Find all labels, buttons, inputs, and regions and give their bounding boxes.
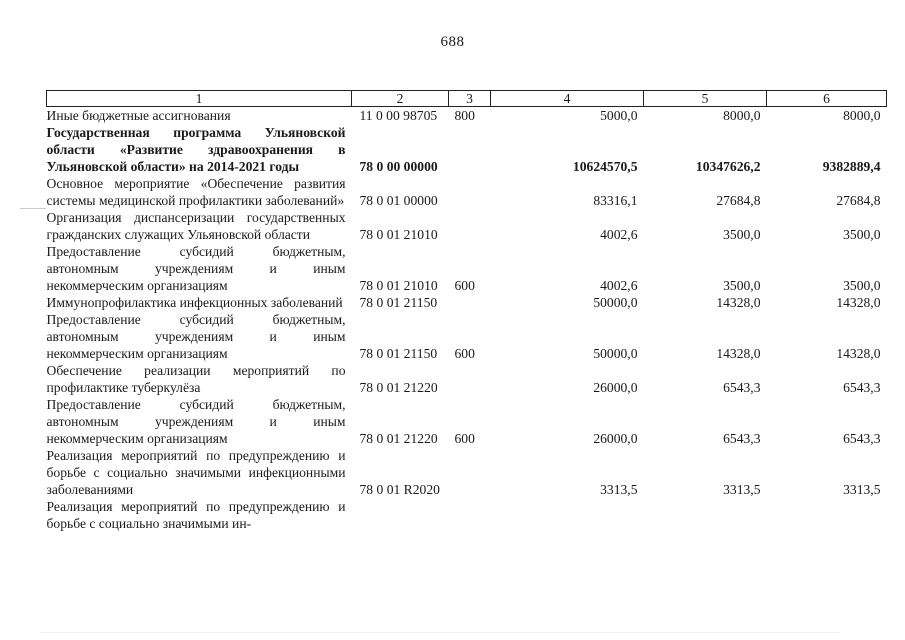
column-header: 6: [767, 91, 887, 107]
row-value-3: 27684,8: [836, 193, 881, 208]
table-row: [47, 294, 887, 311]
row-value-2: 14328,0: [716, 346, 761, 361]
row-value-2: 14328,0: [716, 295, 761, 310]
row-name: Реализация мероприятий по предупреждению и борьбе с социально значимыми инфекционными заболеваниями: [46, 448, 346, 497]
row-value-3: [767, 498, 887, 532]
table-row: [47, 362, 887, 396]
row-value-1: 5000,0: [600, 108, 638, 123]
row-value-2: 10347626,2: [695, 159, 761, 174]
row-name: Государственная программа Ульяновской области «Развитие здравоохранения в Ульяновской области» на 2014-2021 годы: [46, 125, 346, 174]
row-expense-type: [449, 447, 491, 498]
row-code: 78 0 00 00000: [359, 159, 438, 174]
row-value-2: 6543,3: [723, 380, 761, 395]
row-value-1: 50000,0: [593, 346, 638, 361]
row-value-2: 27684,8: [716, 193, 761, 208]
row-value-2: [644, 498, 767, 532]
column-header: 1: [47, 91, 352, 107]
row-value-3: 6543,3: [843, 380, 881, 395]
row-value-1: 83316,1: [593, 193, 638, 208]
column-header: 5: [644, 91, 767, 107]
column-header: 3: [449, 91, 491, 107]
table-row: [47, 311, 887, 362]
budget-table: [46, 90, 887, 532]
row-name: Реализация мероприятий по предупреждению и борьбе с социально значимыми ин-: [46, 499, 346, 531]
row-code: 78 0 01 21010: [359, 227, 438, 242]
row-value-2: 3313,5: [723, 482, 761, 497]
row-code: 78 0 01 21150: [359, 346, 438, 361]
table-row: [47, 124, 887, 175]
row-expense-type: 800: [454, 108, 475, 123]
row-value-1: 3313,5: [600, 482, 638, 497]
row-name: Основное мероприятие «Обеспечение развития системы медицинской профилактики заболеваний»: [46, 176, 346, 208]
row-expense-type: 600: [454, 346, 475, 361]
table-row: [47, 498, 887, 532]
row-code: 78 0 01 21150: [359, 295, 438, 310]
row-code: [352, 498, 449, 532]
row-code: 78 0 01 R2020: [359, 482, 440, 497]
row-name: Иные бюджетные ассигнования: [46, 108, 231, 123]
row-code: 78 0 01 21220: [359, 380, 438, 395]
page-number: 688: [440, 34, 465, 50]
row-name: Предоставление субсидий бюджетным, автономным учреждениям и иным некоммерческим организациям: [46, 312, 346, 361]
row-value-1: [491, 498, 644, 532]
scan-artifact: [20, 208, 46, 209]
row-value-3: 3500,0: [843, 227, 881, 242]
row-value-3: 14328,0: [836, 346, 881, 361]
row-value-3: 3313,5: [843, 482, 881, 497]
row-expense-type: [449, 175, 491, 209]
row-value-1: 26000,0: [593, 380, 638, 395]
row-value-1: 10624570,5: [572, 159, 638, 174]
row-expense-type: [449, 362, 491, 396]
row-name: Предоставление субсидий бюджетным, автономным учреждениям и иным некоммерческим организациям: [46, 244, 346, 293]
row-value-1: 50000,0: [593, 295, 638, 310]
row-value-2: 3500,0: [723, 278, 761, 293]
table-row: [47, 396, 887, 447]
row-value-2: 6543,3: [723, 431, 761, 446]
row-expense-type: [449, 498, 491, 532]
table-body: [47, 107, 887, 533]
row-value-1: 4002,6: [600, 227, 638, 242]
row-expense-type: [449, 209, 491, 243]
row-expense-type: [449, 294, 491, 311]
table-row: [47, 447, 887, 498]
table-header-row: [47, 91, 887, 107]
column-header: 4: [491, 91, 644, 107]
row-value-3: 8000,0: [843, 108, 881, 123]
row-value-3: 9382889,4: [822, 159, 881, 174]
row-value-2: 3500,0: [723, 227, 761, 242]
table-row: [47, 175, 887, 209]
table-row: [47, 209, 887, 243]
row-code: 78 0 01 21010: [359, 278, 438, 293]
row-value-3: 6543,3: [843, 431, 881, 446]
row-value-3: 14328,0: [836, 295, 881, 310]
row-value-3: 3500,0: [843, 278, 881, 293]
row-name: Организация диспансеризации государственных гражданских служащих Ульяновской области: [46, 210, 346, 242]
row-code: 11 0 00 98705: [359, 108, 438, 123]
row-name: Предоставление субсидий бюджетным, автономным учреждениям и иным некоммерческим организациям: [46, 397, 346, 446]
scan-artifact: [40, 632, 840, 633]
row-code: 78 0 01 00000: [359, 193, 438, 208]
row-code: 78 0 01 21220: [359, 431, 438, 446]
row-expense-type: 600: [454, 431, 475, 446]
table-row: [47, 107, 887, 125]
row-expense-type: 600: [454, 278, 475, 293]
row-value-1: 4002,6: [600, 278, 638, 293]
row-value-2: 8000,0: [723, 108, 761, 123]
row-name: Иммунопрофилактика инфекционных заболеваний: [46, 295, 343, 310]
table-row: [47, 243, 887, 294]
column-header: 2: [352, 91, 449, 107]
row-name: Обеспечение реализации мероприятий по профилактике туберкулёза: [46, 363, 346, 395]
row-value-1: 26000,0: [593, 431, 638, 446]
row-expense-type: [449, 124, 491, 175]
